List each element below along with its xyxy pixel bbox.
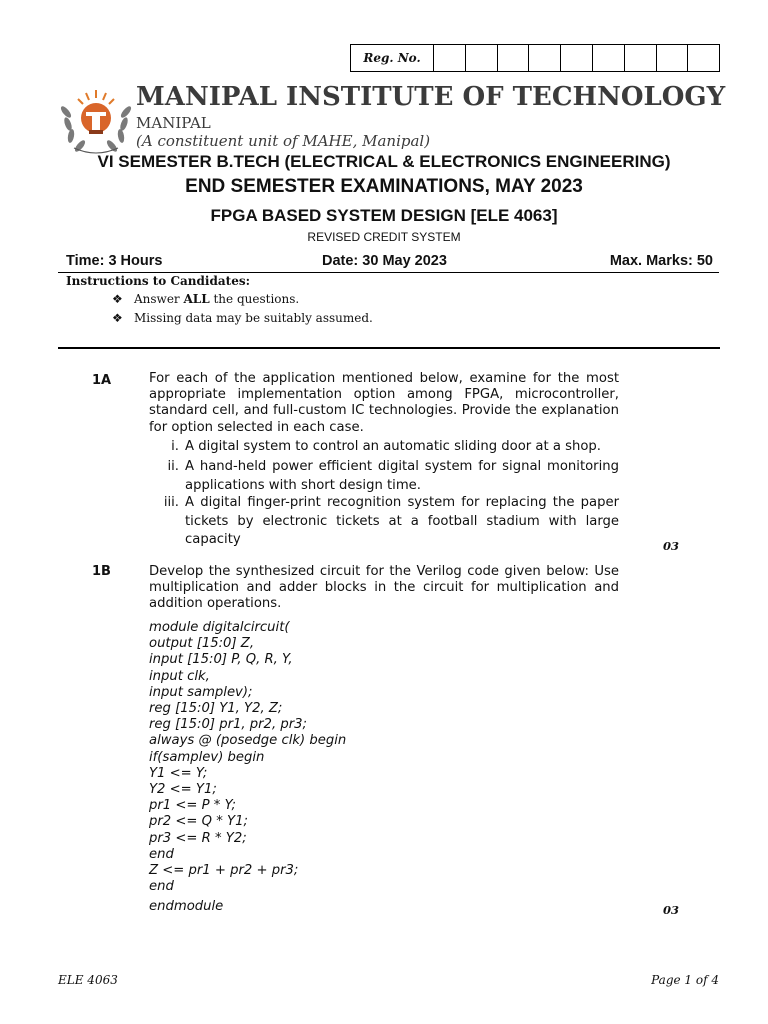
reg-no-cell bbox=[561, 45, 593, 71]
subitem-number: iii. bbox=[163, 495, 179, 510]
code-line: input [15:0] P, Q, R, Y, bbox=[149, 652, 293, 668]
max-marks: Max. Marks: 50 bbox=[609, 253, 713, 269]
question-number: 1B bbox=[92, 564, 111, 579]
divider bbox=[58, 272, 719, 273]
exam-title: END SEMESTER EXAMINATIONS, MAY 2023 bbox=[185, 176, 583, 197]
reg-no-cell bbox=[657, 45, 689, 71]
instruction-item bbox=[112, 311, 373, 325]
institute-name: MANIPAL INSTITUTE OF TECHNOLOGY bbox=[136, 82, 726, 112]
code-line: input samplev); bbox=[149, 684, 253, 700]
code-line: if(samplev) begin bbox=[149, 749, 265, 765]
subitem-text: A digital system to control an automatic sliding door at a shop. bbox=[185, 439, 601, 454]
question-marks: 03 bbox=[663, 903, 680, 917]
institute-unit: (A constituent unit of MAHE, Manipal) bbox=[136, 132, 431, 150]
verilog-code-block bbox=[149, 620, 346, 916]
subitem-text: A digital finger-print recognition system for replacing the paper tickets by electronic tickets at a football stadium with large capacity bbox=[185, 495, 619, 547]
reg-no-cell bbox=[593, 45, 625, 71]
reg-no-cell bbox=[466, 45, 498, 71]
code-line: pr1 <= P * Y; bbox=[149, 798, 236, 814]
divider bbox=[58, 347, 720, 349]
course-title: FPGA BASED SYSTEM DESIGN [ELE 4063] bbox=[210, 206, 558, 225]
code-line: pr2 <= Q * Y1; bbox=[149, 814, 248, 830]
instruction-item bbox=[112, 292, 299, 306]
code-line: Y1 <= Y; bbox=[149, 765, 208, 781]
instruction-text: Missing data may be suitably assumed. bbox=[134, 311, 373, 325]
code-line: endmodule bbox=[149, 899, 224, 915]
footer-page-number: Page 1 of 4 bbox=[651, 973, 719, 987]
code-line: reg [15:0] Y1, Y2, Z; bbox=[149, 701, 283, 717]
reg-no-cell bbox=[498, 45, 530, 71]
code-line: Y2 <= Y1; bbox=[149, 782, 217, 798]
reg-no-cell bbox=[625, 45, 657, 71]
reg-no-cell bbox=[529, 45, 561, 71]
exam-date: Date: 30 May 2023 bbox=[322, 253, 447, 269]
subitem-text: A hand-held power efficient digital system for signal monitoring applications with short design time. bbox=[185, 459, 619, 493]
question-text: Develop the synthesized circuit for the Verilog code given below: Use multiplication and adder blocks in the circuit for multiplication and addition operations. bbox=[149, 564, 619, 612]
diamond-bullet-icon: ❖ bbox=[112, 311, 123, 325]
reg-no-cell bbox=[688, 45, 719, 71]
exam-time: Time: 3 Hours bbox=[66, 253, 163, 269]
credit-system: REVISED CREDIT SYSTEM bbox=[307, 230, 461, 244]
code-line: end bbox=[149, 879, 174, 895]
subitem-number: ii. bbox=[167, 459, 179, 474]
instruction-text: the questions. bbox=[209, 292, 300, 306]
instruction-emphasis: ALL bbox=[183, 292, 210, 306]
question-text: For each of the application mentioned below, examine for the most appropriate implementation option among FPGA, microcontroller, standard cell, and full-custom IC technologies. Provide the explanation for option selected in each case. bbox=[149, 371, 619, 435]
diamond-bullet-icon: ❖ bbox=[112, 292, 123, 306]
subitem-number: i. bbox=[171, 439, 179, 454]
institute-logo-icon bbox=[58, 84, 134, 160]
code-line: reg [15:0] pr1, pr2, pr3; bbox=[149, 717, 307, 733]
code-line: always @ (posedge clk) begin bbox=[149, 733, 347, 749]
question-number: 1A bbox=[92, 373, 112, 388]
instruction-text: Answer bbox=[134, 292, 184, 306]
question-subitem bbox=[149, 438, 619, 457]
reg-no-box bbox=[350, 44, 720, 72]
code-line: Z <= pr1 + pr2 + pr3; bbox=[149, 863, 299, 879]
code-line: pr3 <= R * Y2; bbox=[149, 830, 247, 846]
question-marks: 03 bbox=[663, 539, 680, 553]
code-line: input clk, bbox=[149, 668, 210, 684]
instructions-heading: Instructions to Candidates: bbox=[66, 274, 251, 288]
code-line: module digitalcircuit( bbox=[149, 620, 290, 635]
reg-no-label: Reg. No. bbox=[351, 45, 434, 71]
semester-line: VI SEMESTER B.TECH (ELECTRICAL & ELECTRONICS ENGINEERING) bbox=[97, 152, 671, 171]
question-subitem bbox=[149, 494, 619, 550]
code-line: output [15:0] Z, bbox=[149, 636, 255, 652]
footer-course-code: ELE 4063 bbox=[58, 973, 118, 987]
institute-city: MANIPAL bbox=[136, 114, 211, 132]
question-subitem bbox=[149, 458, 619, 495]
code-line: end bbox=[149, 846, 174, 862]
reg-no-cell bbox=[434, 45, 466, 71]
